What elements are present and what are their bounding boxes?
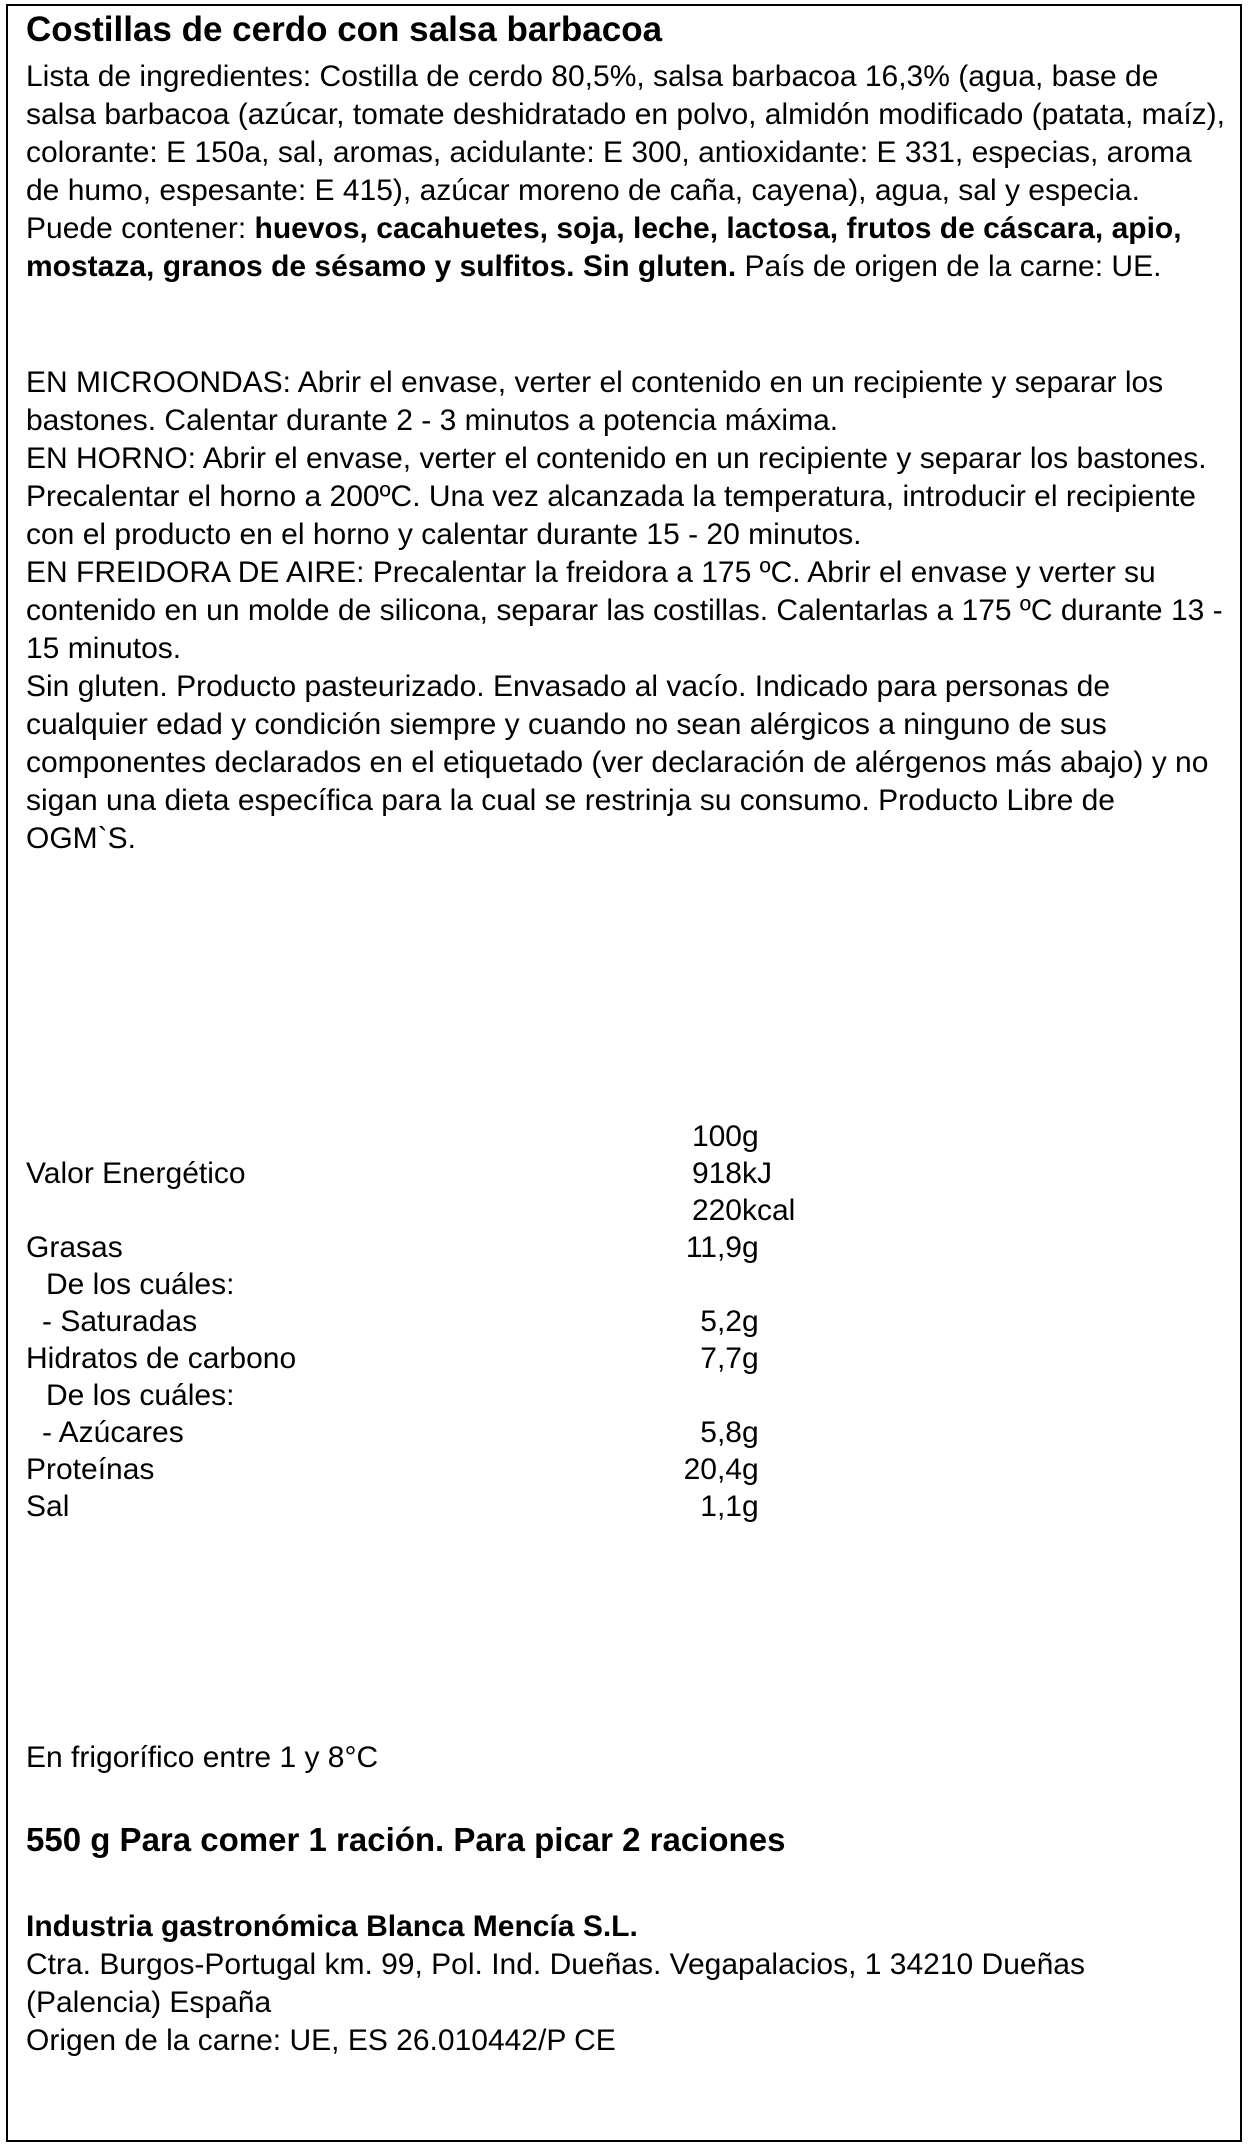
storage-instructions: En frigorífico entre 1 y 8°C	[26, 1741, 379, 1774]
nutrition-unit: g	[742, 1453, 759, 1486]
nutrition-row	[26, 1340, 826, 1377]
portions-info: 550 g Para comer 1 ración. Para picar 2 raciones	[26, 1821, 786, 1858]
nutrition-value: 100	[691, 1120, 742, 1153]
microwave-instructions: EN MICROONDAS: Abrir el envase, verter el contenido en un recipiente y separar los bastones. Calentar durante 2 - 3 minutos a potencia máxima.	[26, 366, 1164, 437]
nutrition-label: - Saturadas	[42, 1305, 198, 1338]
nutrition-value: 918	[691, 1157, 742, 1190]
nutrition-value: 20,4	[683, 1453, 742, 1486]
nutrition-label: Hidratos de carbono	[26, 1342, 297, 1375]
nutrition-unit: kcal	[742, 1194, 796, 1227]
nutrition-label: Proteínas	[26, 1453, 155, 1486]
nutrition-row	[26, 1377, 826, 1414]
nutrition-value: 220	[691, 1194, 742, 1227]
nutrition-row	[26, 1118, 826, 1155]
instructions-section	[26, 364, 1226, 858]
nutrition-unit: kJ	[742, 1157, 772, 1190]
nutrition-unit: g	[742, 1305, 759, 1338]
nutrition-value: 7,7	[700, 1342, 742, 1375]
nutrition-row	[26, 1229, 826, 1266]
nutrition-row	[26, 1451, 826, 1488]
nutrition-label: De los cuáles:	[46, 1379, 235, 1412]
nutrition-unit: g	[742, 1416, 759, 1449]
company-section	[26, 1908, 1226, 2060]
product-title: Costillas de cerdo con salsa barbacoa	[26, 10, 663, 49]
product-notes: Sin gluten. Producto pasteurizado. Envasado al vacío. Indicado para personas de cualquier edad y condición siempre y cuando no sean alérgicos a ninguno de sus componentes declarados en el etiquetado (ver declaración de alérgenos más abajo) y no sigan una dieta específica para la cual se restrinja su consumo. Producto Libre de OGM`S.	[26, 670, 1209, 855]
nutrition-unit: g	[742, 1490, 759, 1523]
nutrition-label: Valor Energético	[26, 1157, 246, 1190]
allergens-text: huevos, cacahuetes, soja, leche, lactosa, frutos de cáscara, apio, mostaza, granos de sésamo y sulfitos. Sin gluten.	[26, 212, 1182, 283]
company-name: Industria gastronómica Blanca Mencía S.L.	[26, 1910, 638, 1943]
nutrition-value: 5,2	[700, 1305, 742, 1338]
oven-instructions: EN HORNO: Abrir el envase, verter el contenido en un recipiente y separar los bastones. Precalentar el horno a 200ºC. Una vez alcanzada la temperatura, introducir el recipiente con el producto en el horno y calentar durante 15 - 20 minutos.	[26, 442, 1207, 551]
nutrition-row	[26, 1192, 826, 1229]
air-fryer-instructions: EN FREIDORA DE AIRE: Precalentar la freidora a 175 ºC. Abrir el envase y verter su contenido en un molde de silicona, separar las costillas. Calentarlas a 175 ºC durante 13 - 15 minutos.	[26, 556, 1223, 665]
nutrition-label: - Azúcares	[42, 1416, 184, 1449]
meat-origin-text: País de origen de la carne: UE.	[736, 250, 1162, 283]
nutrition-row	[26, 1414, 826, 1451]
nutrition-value: 1,1	[700, 1490, 742, 1523]
company-address: Ctra. Burgos-Portugal km. 99, Pol. Ind. Dueñas. Vegapalacios, 1 34210 Dueñas (Palencia) España	[26, 1948, 1085, 2019]
ingredients-text: Lista de ingredientes: Costilla de cerdo 80,5%, salsa barbacoa 16,3% (agua, base de salsa barbacoa (azúcar, tomate deshidratado en polvo, almidón modificado (patata, maíz), colorante: E 150a, sal, aromas, acidulante: E 300, antioxidante: E 331, especias, aroma de humo, espesante: E 415), azúcar moreno de caña, cayena), agua, sal y especia. Puede contener:	[26, 60, 1226, 245]
product-label	[6, 4, 1242, 2142]
nutrition-label: De los cuáles:	[46, 1268, 235, 1301]
nutrition-table	[26, 1118, 826, 1525]
nutrition-row	[26, 1303, 826, 1340]
ingredients-paragraph	[26, 58, 1226, 286]
nutrition-value: 5,8	[700, 1416, 742, 1449]
nutrition-unit: g	[742, 1120, 759, 1153]
nutrition-unit: g	[742, 1342, 759, 1375]
nutrition-row	[26, 1488, 826, 1525]
nutrition-row	[26, 1266, 826, 1303]
nutrition-value: 11,9	[685, 1231, 742, 1264]
nutrition-unit: g	[742, 1231, 759, 1264]
ingredients-section	[26, 58, 1226, 286]
nutrition-label: Grasas	[26, 1231, 123, 1264]
company-meat-origin: Origen de la carne: UE, ES 26.010442/P CE	[26, 2024, 616, 2057]
nutrition-label: Sal	[26, 1490, 70, 1523]
nutrition-row	[26, 1155, 826, 1192]
